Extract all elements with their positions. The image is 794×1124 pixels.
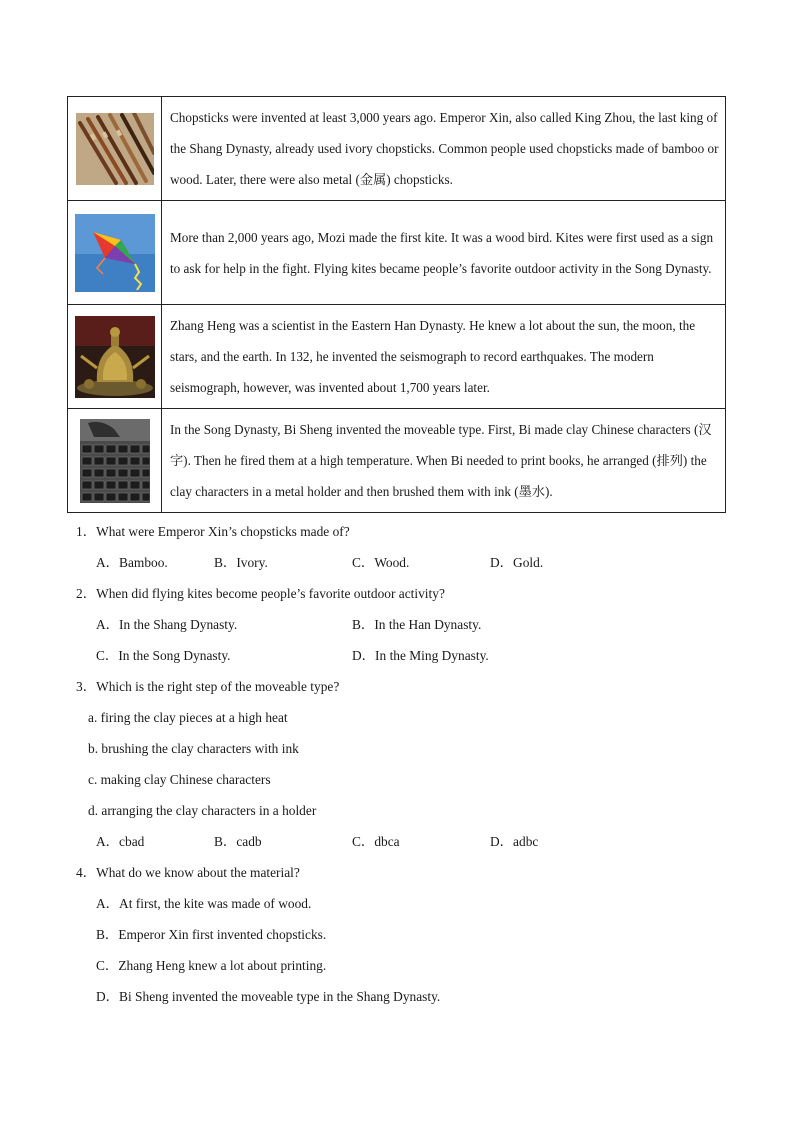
q1-option-c[interactable]: C．Wood. bbox=[352, 555, 410, 570]
q1-option-a[interactable]: A．Bamboo. bbox=[96, 555, 168, 570]
image-cell bbox=[68, 201, 162, 305]
q3-step-c: c. making clay Chinese characters bbox=[88, 772, 271, 787]
q3-option-d[interactable]: D．adbc bbox=[490, 834, 539, 849]
q2-option-d[interactable]: D．In the Ming Dynasty. bbox=[352, 648, 489, 663]
passage-moveable-type: In the Song Dynasty, Bi Sheng invented the moveable type. First, Bi made clay Chinese characters (汉字). Then he fired them at a high temperature. When Bi needed to print books, he arranged (排列) the clay characters in a metal holder and then brushed them with ink (墨水). bbox=[162, 409, 726, 513]
seismograph-image bbox=[75, 316, 155, 398]
question-1-stem: 1．What were Emperor Xin’s chopsticks made of? bbox=[76, 524, 350, 539]
q3-step-d: d. arranging the clay characters in a holder bbox=[88, 803, 317, 818]
q1-option-d[interactable]: D．Gold. bbox=[490, 555, 544, 570]
q4-option-c[interactable]: C．Zhang Heng knew a lot about printing. bbox=[96, 958, 327, 973]
q4-option-d[interactable]: D．Bi Sheng invented the moveable type in the Shang Dynasty. bbox=[96, 989, 441, 1004]
q2-option-b[interactable]: B．In the Han Dynasty. bbox=[352, 617, 482, 632]
table-row bbox=[68, 305, 726, 409]
q4-option-a[interactable]: A．At first, the kite was made of wood. bbox=[96, 896, 312, 911]
kite-image bbox=[75, 214, 155, 292]
question-2-stem: 2．When did flying kites become people’s favorite outdoor activity? bbox=[76, 586, 445, 601]
image-cell bbox=[68, 409, 162, 513]
chopsticks-image bbox=[76, 113, 154, 185]
table-row bbox=[68, 97, 726, 201]
q3-step-b: b. brushing the clay characters with ink bbox=[88, 741, 299, 756]
table-row bbox=[68, 201, 726, 305]
question-4-stem: 4．What do we know about the material? bbox=[76, 865, 300, 880]
q2-option-c[interactable]: C．In the Song Dynasty. bbox=[96, 648, 231, 663]
image-cell bbox=[68, 97, 162, 201]
passage-seismograph: Zhang Heng was a scientist in the Eastern Han Dynasty. He knew a lot about the sun, the moon, the stars, and the earth. In 132, he invented the seismograph to record earthquakes. The modern seismograph, however, was invented about 1,700 years later. bbox=[162, 305, 726, 409]
q3-option-b[interactable]: B．cadb bbox=[214, 834, 262, 849]
passage-chopsticks: Chopsticks were invented at least 3,000 years ago. Emperor Xin, also called King Zhou, the last king of the Shang Dynasty, already used ivory chopsticks. Common people used chopsticks made of bamboo or wood. Later, there were also metal (金属) chopsticks. bbox=[162, 97, 726, 201]
table-row bbox=[68, 409, 726, 513]
q3-option-a[interactable]: A．cbad bbox=[96, 834, 145, 849]
passage-kite: More than 2,000 years ago, Mozi made the first kite. It was a wood bird. Kites were first used as a sign to ask for help in the fight. Flying kites became people’s favorite outdoor activity in the Song Dynasty. bbox=[162, 201, 726, 305]
q2-option-a[interactable]: A．In the Shang Dynasty. bbox=[96, 617, 238, 632]
q3-option-c[interactable]: C．dbca bbox=[352, 834, 400, 849]
moveable-type-image bbox=[80, 419, 150, 503]
q4-option-b[interactable]: B．Emperor Xin first invented chopsticks. bbox=[96, 927, 327, 942]
q3-step-a: a. firing the clay pieces at a high heat bbox=[88, 710, 288, 725]
image-cell bbox=[68, 305, 162, 409]
q1-option-b[interactable]: B．Ivory. bbox=[214, 555, 268, 570]
question-3-stem: 3．Which is the right step of the moveable type? bbox=[76, 679, 340, 694]
reading-passage-table bbox=[67, 96, 726, 513]
